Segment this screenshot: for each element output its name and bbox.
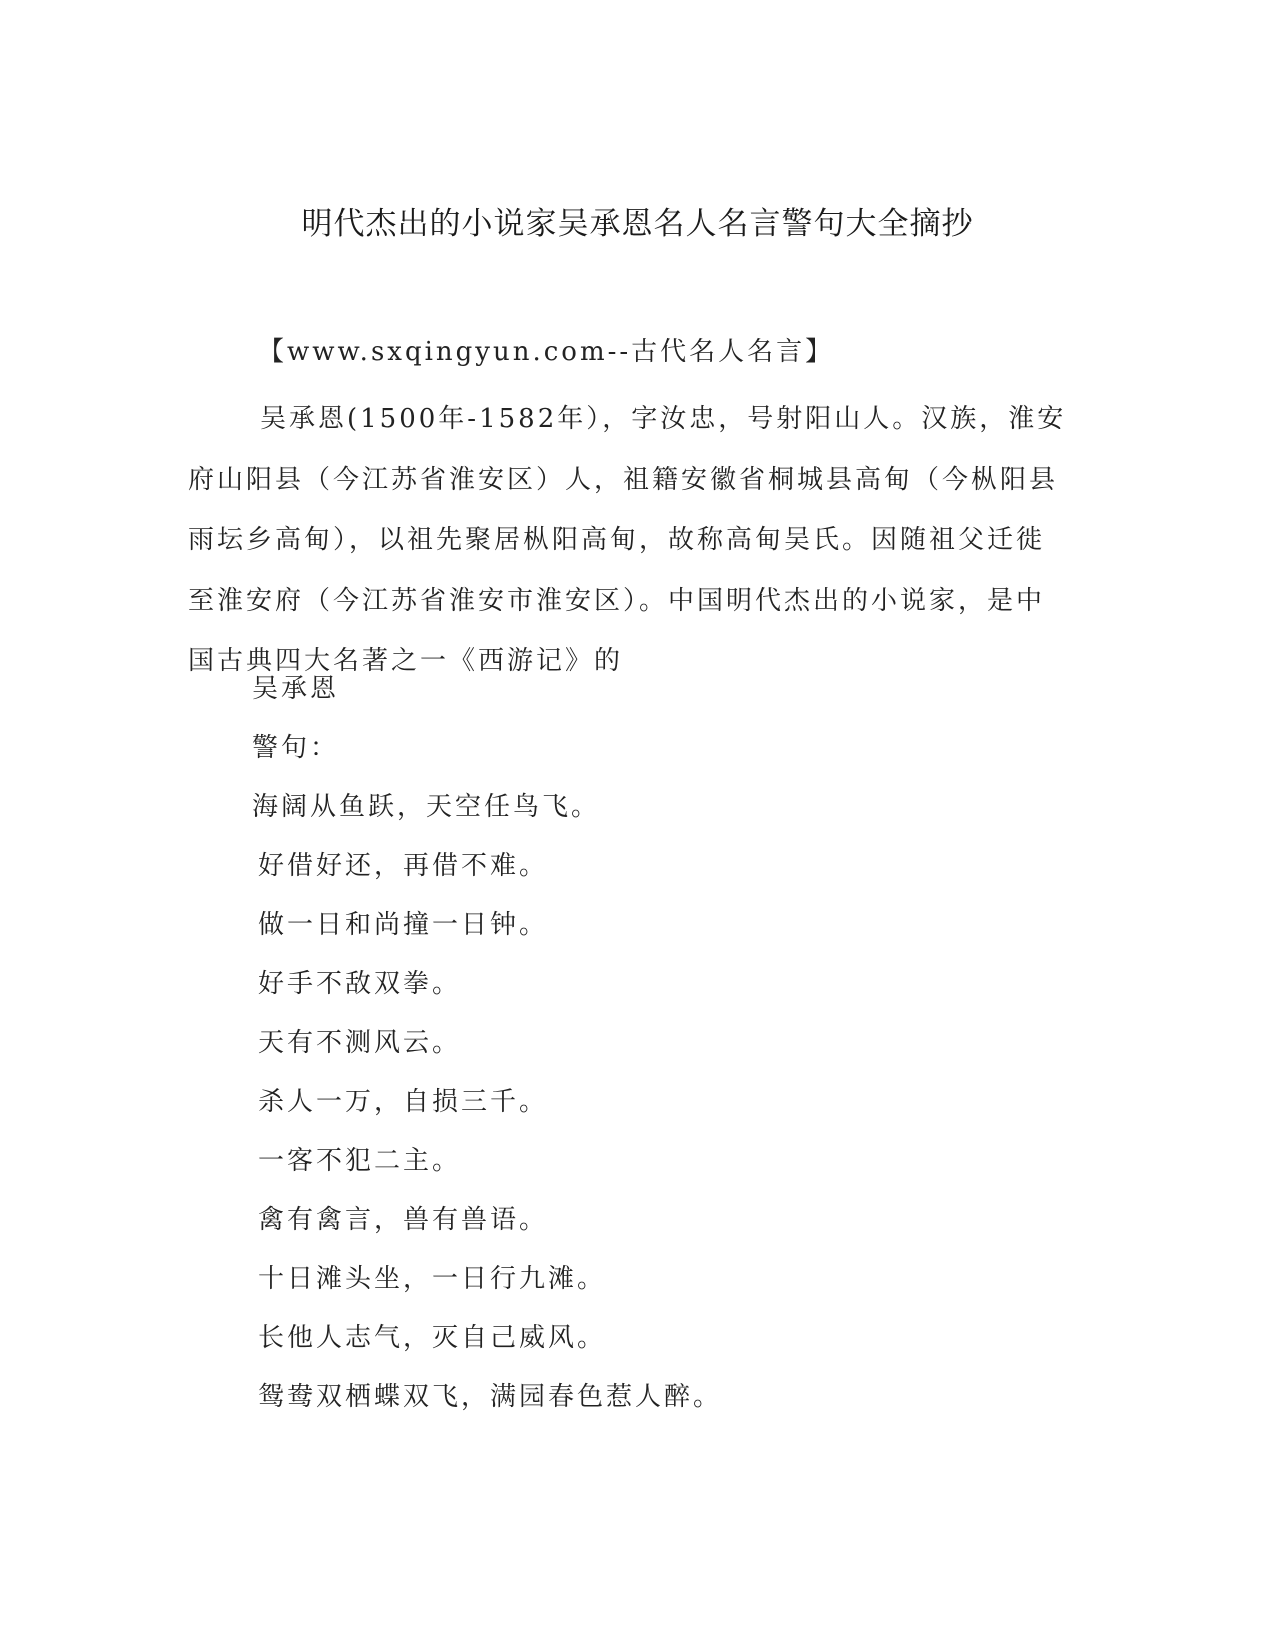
quote-line: 杀人一万，自损三千。 xyxy=(258,1087,549,1117)
quote-line: 十日滩头坐，一日行九滩。 xyxy=(258,1264,607,1294)
section-label: 警句： xyxy=(252,733,340,763)
quote-line: 鸳鸯双栖蝶双飞，满园春色惹人醉。 xyxy=(258,1382,723,1412)
quote-line: 长他人志气，灭自己威风。 xyxy=(258,1323,607,1353)
intro-paragraph: 吴承恩(1500年-1582年），字汝忠，号射阳山人。汉族，淮安府山阳县（今江苏省淮安区）人，祖籍安徽省桐城县高甸（今枞阳县雨坛乡高甸），以祖先聚居枞阳高甸，故称高甸吴氏。因随祖父迁徙至淮安府（今江苏省淮安市淮安区）。中国明代杰出的小说家，是中国古典四大名著之一《西游记》的 xyxy=(188,404,1067,676)
source-line: 【www.sxqingyun.com--古代名人名言】 xyxy=(258,337,835,367)
quote-line: 禽有禽言，兽有兽语。 xyxy=(258,1205,549,1235)
quote-line: 海阔从鱼跃，天空任鸟飞。 xyxy=(252,792,601,822)
quote-line: 好借好还，再借不难。 xyxy=(258,851,549,881)
quote-line: 好手不敌双拳。 xyxy=(258,969,462,999)
quote-line: 做一日和尚撞一日钟。 xyxy=(258,910,549,940)
quote-line: 一客不犯二主。 xyxy=(258,1146,462,1176)
author-name: 吴承恩 xyxy=(252,674,340,704)
quote-line: 天有不测风云。 xyxy=(258,1028,462,1058)
page-title: 明代杰出的小说家吴承恩名人名言警句大全摘抄 xyxy=(301,206,974,242)
